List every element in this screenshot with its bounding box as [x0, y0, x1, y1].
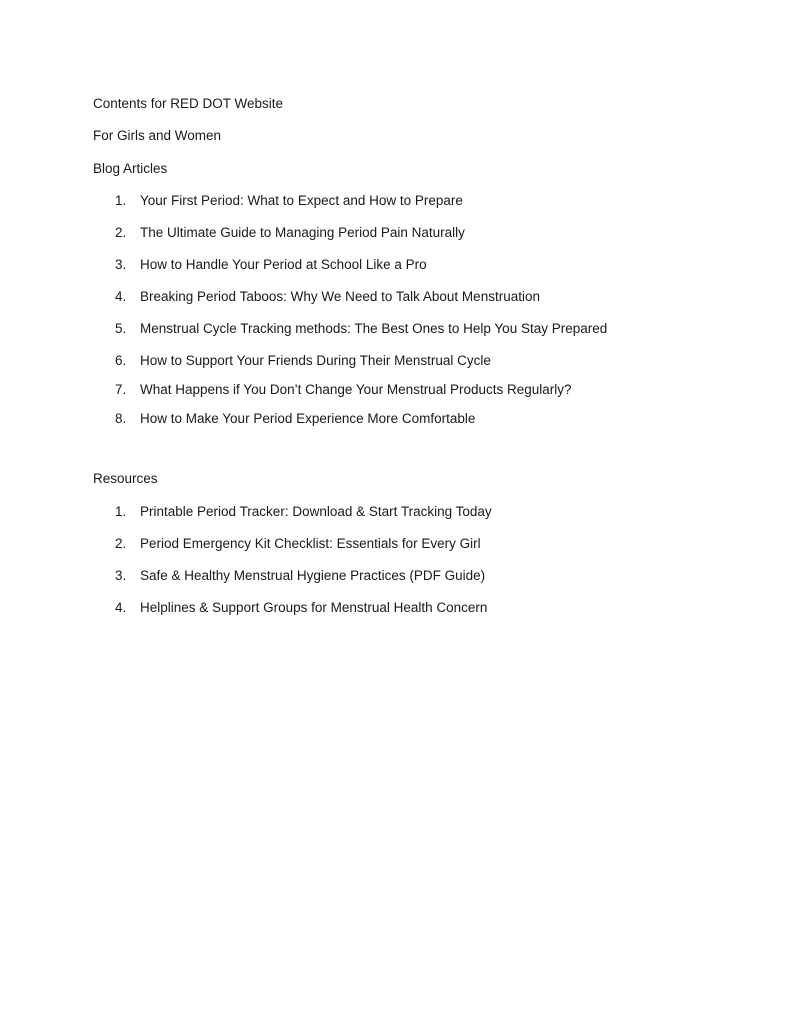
list-item-text: What Happens if You Don’t Change Your Menstrual Products Regularly?	[140, 382, 572, 397]
resources-section-title: Resources	[93, 471, 158, 486]
list-item-text: How to Handle Your Period at School Like a Pro	[140, 257, 427, 272]
list-item-text: Menstrual Cycle Tracking methods: The Best Ones to Help You Stay Prepared	[140, 321, 608, 336]
audience-line: For Girls and Women	[93, 128, 222, 143]
list-item-number: 1.	[115, 193, 127, 208]
list-item-number: 2.	[115, 536, 127, 551]
list-item-number: 3.	[115, 257, 127, 272]
list-item-text: Your First Period: What to Expect and How to Prepare	[140, 193, 463, 208]
list-item-text: Safe & Healthy Menstrual Hygiene Practices (PDF Guide)	[140, 568, 486, 583]
list-item-text: How to Make Your Period Experience More Comfortable	[140, 411, 476, 426]
list-item-number: 2.	[115, 225, 127, 240]
list-item-number: 8.	[115, 411, 127, 426]
list-item-text: Helplines & Support Groups for Menstrual Health Concern	[140, 600, 488, 615]
list-item-number: 4.	[115, 289, 127, 304]
list-item-text: How to Support Your Friends During Their Menstrual Cycle	[140, 353, 491, 368]
list-item-text: The Ultimate Guide to Managing Period Pain Naturally	[140, 225, 465, 240]
list-item-text: Breaking Period Taboos: Why We Need to Talk About Menstruation	[140, 289, 540, 304]
list-item-number: 1.	[115, 504, 127, 519]
document-heading: Contents for RED DOT Website	[93, 96, 284, 111]
list-item-number: 6.	[115, 353, 127, 368]
list-item-number: 5.	[115, 321, 127, 336]
list-item-number: 7.	[115, 382, 127, 397]
list-item-text: Period Emergency Kit Checklist: Essentials for Every Girl	[140, 536, 481, 551]
list-item-number: 3.	[115, 568, 127, 583]
list-item-number: 4.	[115, 600, 127, 615]
blog-section-title: Blog Articles	[93, 161, 168, 176]
list-item-text: Printable Period Tracker: Download & Start Tracking Today	[140, 504, 492, 519]
